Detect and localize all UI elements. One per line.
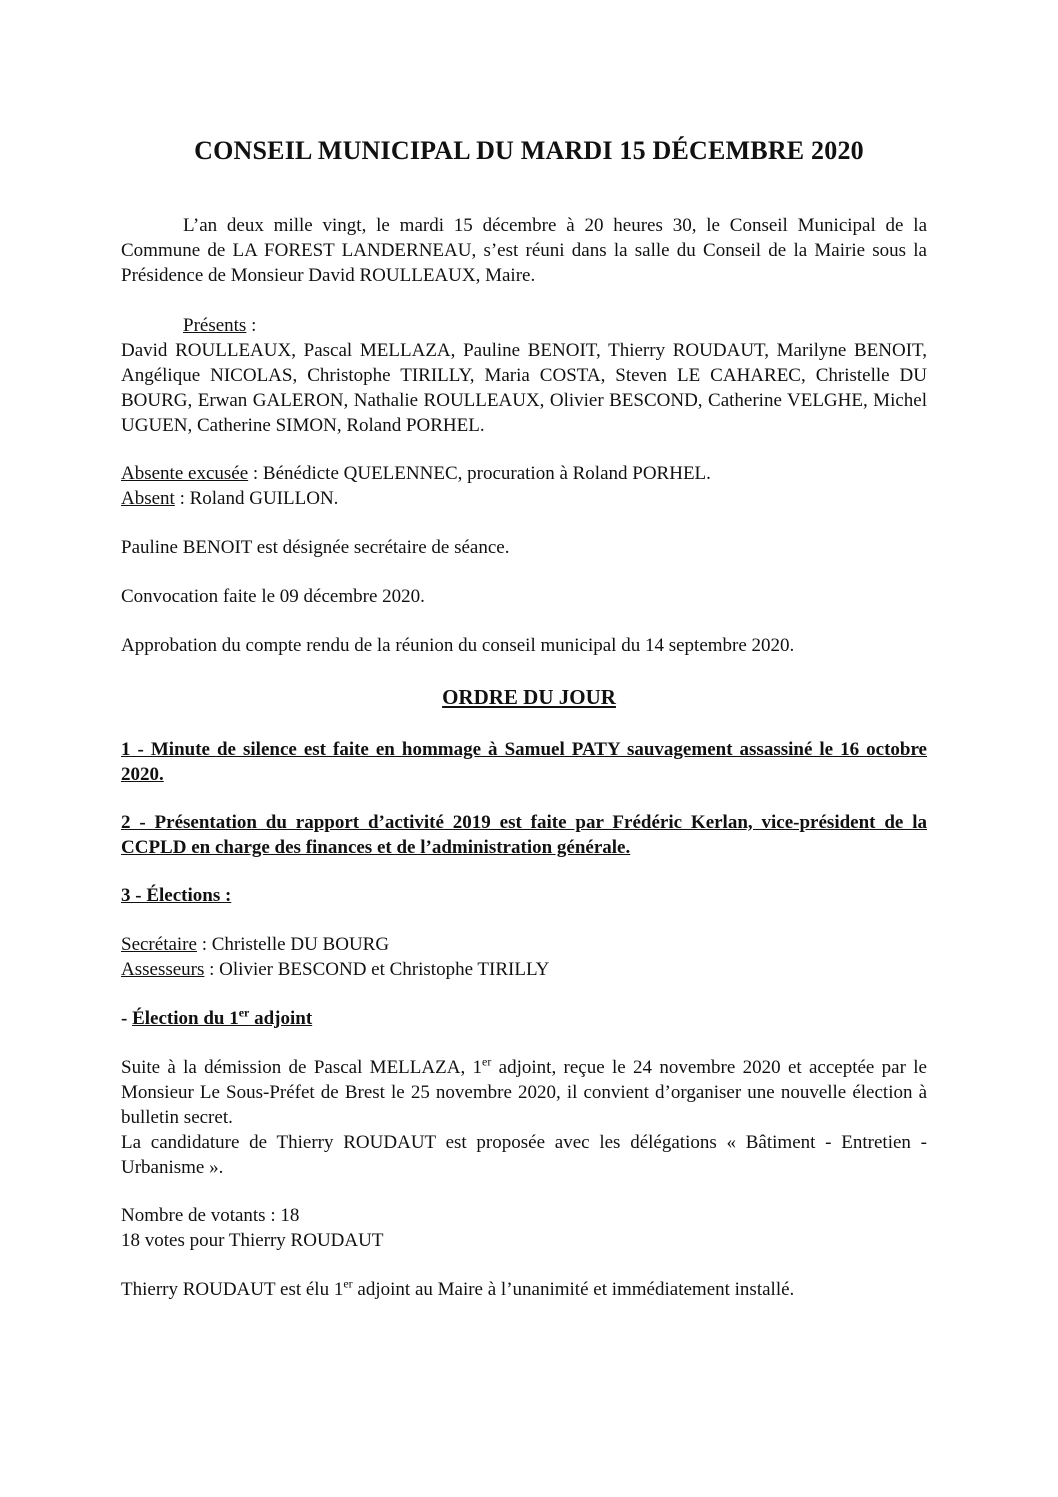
secretaire-line (121, 932, 927, 957)
absente-line (121, 461, 927, 486)
agenda-item-3: 3 - Élections : (121, 885, 232, 906)
agenda-item-1: 1 - Minute de silence est faite en hommage à Samuel PATY sauvagement assassiné le 16 octobre 2020. (121, 739, 927, 785)
demission-sup: er (482, 1054, 492, 1069)
assesseurs-label: Assesseurs (121, 959, 205, 980)
presents-list: David ROULLEAUX, Pascal MELLAZA, Pauline BENOIT, Thierry ROUDAUT, Marilyne BENOIT, Angélique NICOLAS, Christophe TIRILLY, Maria COSTA, Steven LE CAHAREC, Christelle DU BOURG, Erwan GALERON, Nathalie ROULLEAUX, Olivier BESCOND, Catherine VELGHE, Michel UGUEN, Catherine SIMON, Roland PORHEL. (121, 340, 927, 436)
elu-text-b: adjoint au Maire à l’unanimité et immédiatement installé. (352, 1279, 795, 1300)
election-prefix: - (121, 1008, 133, 1029)
agenda-item-2: 2 - Présentation du rapport d’activité 2019 est faite par Frédéric Kerlan, vice-président de la CCPLD en charge des finances et de l’administration générale. (121, 812, 927, 858)
ordre-du-jour-heading: ORDRE DU JOUR (442, 685, 616, 709)
assesseurs-text: : Olivier BESCOND et Christophe TIRILLY (204, 959, 550, 980)
presents-label: Présents (183, 315, 247, 336)
secretaire-text: : Christelle DU BOURG (196, 934, 390, 955)
presents-colon: : (246, 315, 257, 336)
election-title-text: Élection du 1 (132, 1008, 239, 1029)
demission-text-a: Suite à la démission de Pascal MELLAZA, 1 (121, 1057, 483, 1078)
demission-paragraph (121, 1055, 927, 1130)
intro-paragraph: L’an deux mille vingt, le mardi 15 décembre à 20 heures 30, le Conseil Municipal de la Commune de LA FOREST LANDERNEAU, s’est réuni dans la salle du Conseil de la Mairie sous la Présidence de Monsieur David ROULLEAUX, Maire. (121, 215, 927, 286)
absent-label: Absent (121, 488, 175, 509)
absent-text: : Roland GUILLON. (174, 488, 339, 509)
absente-label: Absente excusée (121, 463, 249, 484)
approbation: Approbation du compte rendu de la réunion du conseil municipal du 14 septembre 2020. (121, 635, 795, 656)
absent-line (121, 486, 927, 511)
secretaire-seance: Pauline BENOIT est désignée secrétaire de séance. (121, 537, 510, 558)
election-heading (121, 1006, 927, 1031)
candidature-paragraph: La candidature de Thierry ROUDAUT est proposée avec les délégations « Bâtiment - Entretien - Urbanisme ». (121, 1132, 927, 1178)
elu-sup: er (343, 1276, 353, 1291)
election-title-suffix: adjoint (249, 1008, 313, 1029)
elu-text-a: Thierry ROUDAUT est élu 1 (121, 1279, 344, 1300)
elu-paragraph (121, 1277, 927, 1302)
votants-line: Nombre de votants : 18 (121, 1205, 300, 1226)
convocation: Convocation faite le 09 décembre 2020. (121, 586, 425, 607)
election-title (132, 1005, 313, 1029)
presents-heading (121, 313, 927, 338)
election-title-sup: er (238, 1005, 250, 1020)
votes-line: 18 votes pour Thierry ROUDAUT (121, 1230, 384, 1251)
secretaire-label: Secrétaire (121, 934, 197, 955)
absente-text: : Bénédicte QUELENNEC, procuration à Roland PORHEL. (248, 463, 711, 484)
demission-text-b: adjoint, reçue le 24 novembre 2020 et acceptée par le Monsieur Le Sous-Préfet de Brest le 25 novembre 2020, il convient d’organiser une nouvelle élection à bulletin secret. (121, 1057, 927, 1128)
document-title: CONSEIL MUNICIPAL DU MARDI 15 DÉCEMBRE 2020 (194, 136, 864, 165)
assesseurs-line (121, 957, 927, 982)
